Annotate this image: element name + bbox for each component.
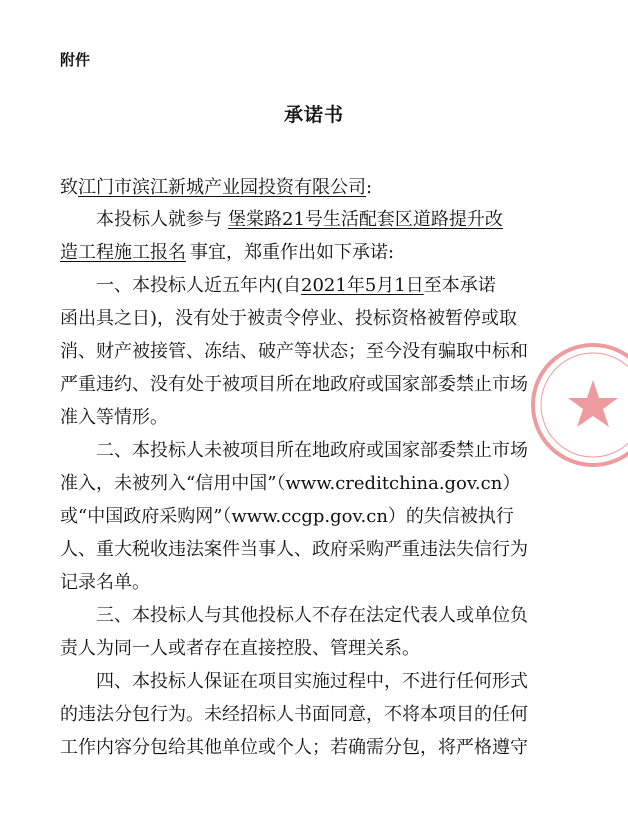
item3-line-1: 三、本投标人与其他投标人不存在法定代表人或单位负 — [96, 605, 528, 626]
item2-line-1: 二、本投标人未被项目所在地政府或国家部委禁止市场 — [96, 440, 528, 461]
item3-line-2: 责人为同一人或者存在直接控股、管理关系。 — [60, 638, 420, 659]
addressee-suffix: : — [366, 177, 373, 198]
item2-line-5: 记录名单。 — [60, 572, 150, 593]
item1-line-3: 消、财产被接管、冻结、破产等状态；至今没有骗取中标和 — [60, 341, 528, 362]
document-title: 承诺书 — [283, 104, 344, 126]
item1-line-4: 严重违约、没有处于被项目所在地政府或国家部委禁止市场 — [60, 374, 528, 395]
attachment-label: 附件 — [60, 51, 91, 69]
intro-suffix: 事宜，郑重作出如下承诺: — [190, 242, 395, 263]
item1-suffix: 至本承诺 — [423, 275, 496, 296]
item2-line-4: 人、重大税收违法案件当事人、政府采购严重违法失信行为 — [60, 539, 528, 560]
item1-line-2: 函出具之日)，没有处于被责令停业、投标资格被暂停或取 — [60, 308, 518, 329]
addressee-line — [60, 175, 372, 201]
item1-line-1 — [96, 273, 496, 299]
item1-prefix: 一、本投标人近五年内(自 — [96, 275, 302, 296]
item4-line-2: 的违法分包行为。未经招标人书面同意，不将本项目的任何 — [60, 704, 528, 725]
company-seal-stamp-icon — [528, 340, 628, 470]
item4-line-1: 四、本投标人保证在项目实施过程中，不进行任何形式 — [96, 671, 528, 692]
project-name-part2: 造工程施工报名 — [60, 242, 186, 263]
item2-line-2: 准入，未被列入“信用中国”（www.creditchina.gov.cn） — [60, 473, 521, 494]
project-name-part1: 堡棠路21号生活配套区道路提升改 — [228, 209, 503, 230]
addressee-prefix: 致 — [60, 177, 78, 198]
addressee-company: 江门市滨江新城产业园投资有限公司 — [78, 177, 366, 198]
intro-prefix: 本投标人就参与 — [96, 209, 222, 230]
intro-line-1 — [96, 207, 503, 233]
intro-line-2 — [60, 240, 394, 266]
item1-line-5: 准入等情形。 — [60, 407, 168, 428]
item4-line-3: 工作内容分包给其他单位或个人；若确需分包，将严格遵守 — [60, 737, 528, 758]
item1-date: 2021年5月1日 — [301, 275, 424, 296]
item2-line-3: 或“中国政府采购网”（www.ccgp.gov.cn）的失信被执行 — [60, 506, 514, 527]
